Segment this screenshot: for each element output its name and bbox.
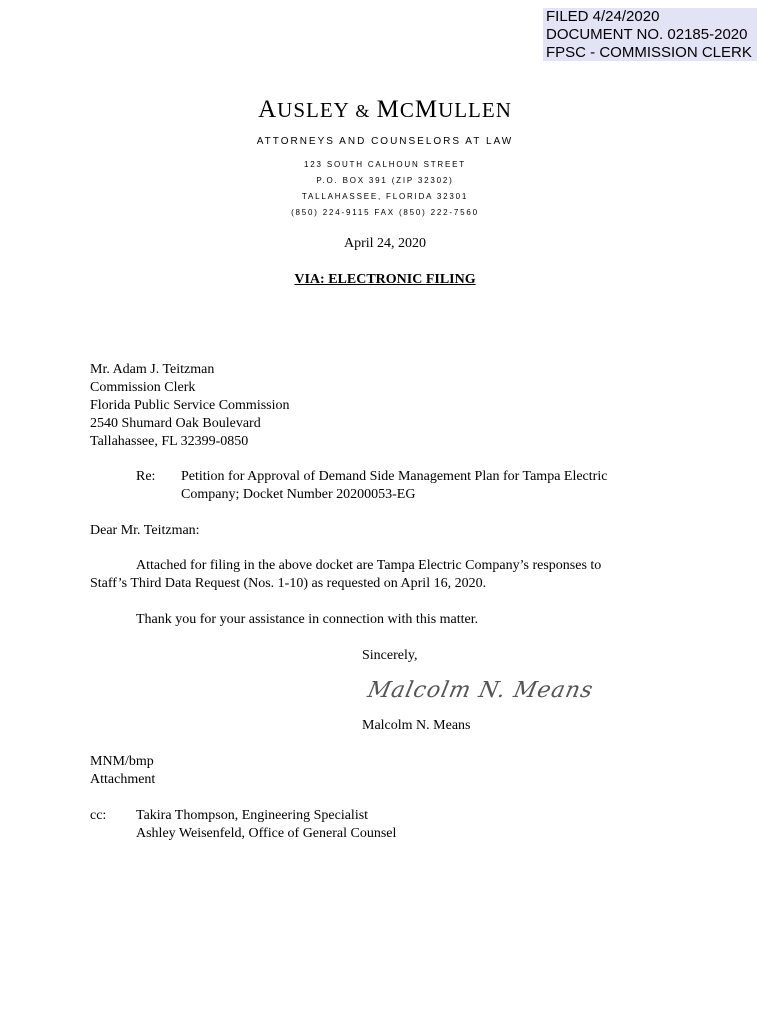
address-phone-fax: (850) 224-9115 FAX (850) 222-7560 <box>291 208 479 217</box>
delivery-method: VIA: ELECTRONIC FILING <box>294 272 476 287</box>
firm-initial-m: M <box>376 96 400 123</box>
signer-name: Malcolm N. Means <box>362 718 471 733</box>
address-street: 123 SOUTH CALHOUN STREET <box>304 160 466 169</box>
letter-date: April 24, 2020 <box>343 236 427 251</box>
body-paragraph1-line2: Staff’s Third Data Request (Nos. 1-10) as requested on April 16, 2020. <box>90 576 487 591</box>
typist-initials: MNM/bmp <box>90 754 154 769</box>
body-paragraph2: Thank you for your assistance in connection with this matter. <box>136 612 479 627</box>
body-paragraph1-line1: Attached for filing in the above docket are Tampa Electric Company’s responses to <box>136 558 602 573</box>
cc-recipient-2: Ashley Weisenfeld, Office of General Counsel <box>136 826 397 841</box>
closing: Sincerely, <box>362 648 418 663</box>
recipient-title: Commission Clerk <box>90 380 196 395</box>
recipient-street: 2540 Shumard Oak Boulevard <box>90 416 261 431</box>
recipient-organization: Florida Public Service Commission <box>90 398 290 413</box>
re-subject-line1: Petition for Approval of Demand Side Management Plan for Tampa Electric <box>181 469 608 484</box>
cc-recipient-1: Takira Thompson, Engineering Specialist <box>136 808 369 823</box>
firm-usley: USLEY <box>277 98 350 122</box>
firm-name <box>0 96 770 125</box>
re-subject-line2: Company; Docket Number 20200053-EG <box>181 487 416 502</box>
firm-initial-a: A <box>258 96 278 123</box>
attachment-note: Attachment <box>90 772 156 787</box>
recipient-name: Mr. Adam J. Teitzman <box>90 362 215 377</box>
address-po-box: P.O. BOX 391 (ZIP 32302) <box>316 176 454 185</box>
handwritten-signature: Malcolm N. Means <box>365 678 596 703</box>
cc-label: cc: <box>90 808 107 823</box>
re-label: Re: <box>136 469 156 484</box>
stamp-document-number: DOCUMENT NO. 02185-2020 <box>546 26 748 43</box>
address-city: TALLAHASSEE, FLORIDA 32301 <box>301 192 469 201</box>
firm-tagline: ATTORNEYS AND COUNSELORS AT LAW <box>256 136 514 147</box>
firm-c: C <box>399 98 415 122</box>
firm-ullen: ULLEN <box>438 98 512 122</box>
firm-initial-m2: M <box>414 96 439 123</box>
stamp-clerk: FPSC - COMMISSION CLERK <box>546 44 752 61</box>
salutation: Dear Mr. Teitzman: <box>90 523 200 538</box>
filing-stamp <box>543 8 757 61</box>
recipient-city: Tallahassee, FL 32399-0850 <box>90 434 249 449</box>
stamp-filed-date: FILED 4/24/2020 <box>546 8 660 25</box>
firm-ampersand: & <box>355 101 371 121</box>
